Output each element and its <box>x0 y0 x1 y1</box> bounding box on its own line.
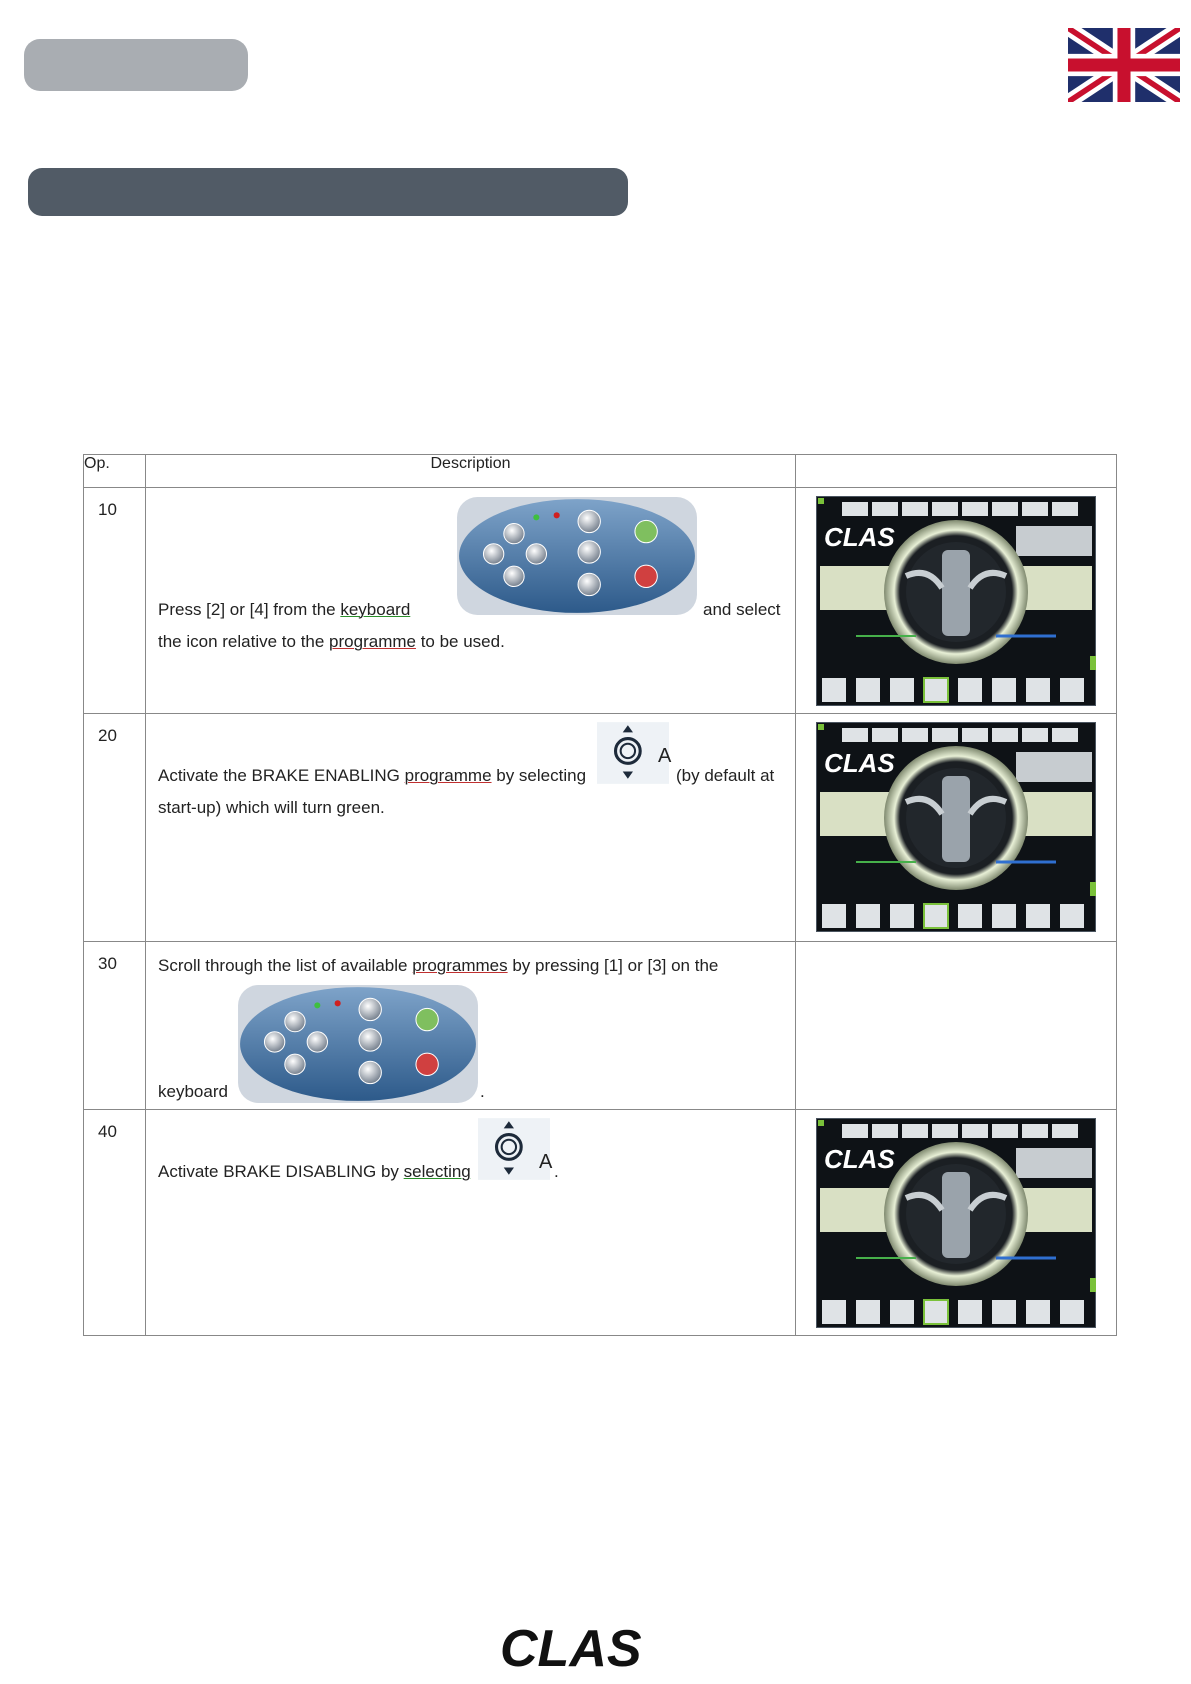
op-column-header: Op. <box>84 455 146 488</box>
desc-text: to be used. <box>415 632 505 651</box>
description-cell <box>146 942 796 1110</box>
screen-cell <box>796 488 1117 714</box>
desc-text: (by default at <box>676 766 775 785</box>
footer-brand-text: CLAS <box>500 1622 642 1674</box>
op-number: 30 <box>98 954 117 973</box>
desc-text: Activate BRAKE DISABLING by <box>158 1162 404 1181</box>
table-row <box>84 1110 1117 1336</box>
desc-text: and select <box>703 600 781 619</box>
desc-underlined: programme <box>404 766 492 785</box>
desc-underlined: programmes <box>412 956 508 975</box>
section-title-bar <box>28 168 628 216</box>
brake-icon-letter: A <box>658 745 672 767</box>
description-cell <box>146 1110 796 1336</box>
description-cell <box>146 488 796 714</box>
op-number: 40 <box>98 1122 117 1141</box>
desc-text: . <box>554 1162 559 1181</box>
uk-flag-icon[interactable] <box>1068 28 1180 102</box>
wheel-balancer-screen-image <box>816 1118 1096 1328</box>
table-row <box>84 714 1117 942</box>
desc-text: keyboard <box>158 1082 228 1101</box>
table-header-row <box>84 455 1117 488</box>
desc-underlined: selecting <box>403 1162 471 1181</box>
desc-text: Scroll through the list of available <box>158 956 413 975</box>
screen-cell <box>796 714 1117 942</box>
desc-text: the icon relative to the <box>158 632 330 651</box>
brake-icon-letter: A <box>539 1151 553 1173</box>
desc-text: Press [2] or [4] from the <box>158 600 341 619</box>
desc-text: by selecting <box>491 766 587 785</box>
image-column-header <box>796 455 1117 488</box>
description-column-header: Description <box>146 455 796 488</box>
op-number: 20 <box>98 726 117 745</box>
empty-screen-cell <box>796 942 1117 1110</box>
screen-cell <box>796 1110 1117 1336</box>
clas-footer-logo <box>498 1622 703 1674</box>
desc-text: . <box>480 1082 485 1101</box>
desc-text: start-up) which will turn green. <box>158 798 385 817</box>
desc-text: Activate the BRAKE ENABLING <box>158 766 405 785</box>
table-row <box>84 488 1117 714</box>
operations-table <box>83 454 1117 1336</box>
keyboard-image <box>236 982 480 1106</box>
desc-text: by pressing [1] or [3] on the <box>507 956 719 975</box>
desc-underlined: keyboard <box>340 600 411 619</box>
wheel-balancer-screen-image <box>816 722 1096 932</box>
desc-underlined: programme <box>329 632 416 651</box>
description-cell <box>146 714 796 942</box>
header-pill <box>24 39 248 91</box>
op-number: 10 <box>98 500 117 519</box>
table-row <box>84 942 1117 1110</box>
keyboard-image <box>455 494 699 618</box>
wheel-balancer-screen-image <box>816 496 1096 706</box>
